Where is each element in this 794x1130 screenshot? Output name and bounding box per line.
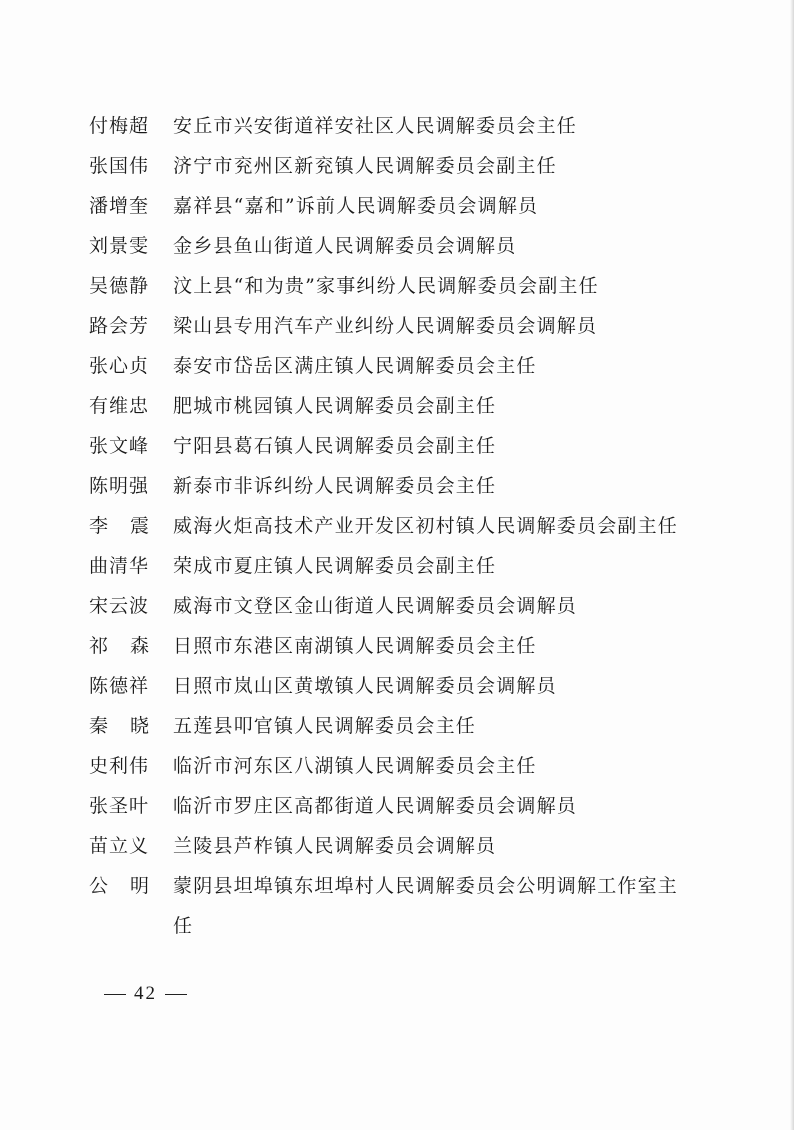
person-name: 公明 <box>89 875 172 897</box>
position-title: 金乡县鱼山街道人民调解委员会调解员 <box>173 235 517 257</box>
list-item <box>0 186 794 226</box>
position-title: 汶上县“和为贵”家事纠纷人民调解委员会副主任 <box>173 275 599 297</box>
person-name: 张心贞 <box>89 355 150 377</box>
person-name: 吴德静 <box>89 275 150 297</box>
list-item <box>0 586 794 626</box>
person-name: 祁森 <box>89 635 172 657</box>
list-item <box>0 546 794 586</box>
list-item <box>0 626 794 666</box>
list-item <box>0 706 794 746</box>
position-title: 嘉祥县“嘉和”诉前人民调解委员会调解员 <box>173 195 539 217</box>
position-title: 肥城市桃园镇人民调解委员会副主任 <box>173 395 497 417</box>
person-name: 史利伟 <box>89 755 150 777</box>
person-name: 陈明强 <box>89 475 150 497</box>
position-title: 宁阳县葛石镇人民调解委员会副主任 <box>173 435 497 457</box>
position-title: 威海市文登区金山街道人民调解委员会调解员 <box>173 595 578 617</box>
position-title: 新泰市非诉纠纷人民调解委员会主任 <box>173 475 497 497</box>
position-title: 五莲县叩官镇人民调解委员会主任 <box>173 715 477 737</box>
person-name: 张国伟 <box>89 155 150 177</box>
person-name: 张圣叶 <box>89 795 150 817</box>
list-item <box>0 786 794 826</box>
list-item <box>0 346 794 386</box>
list-item <box>0 746 794 786</box>
person-name: 曲清华 <box>89 555 150 577</box>
position-title: 梁山县专用汽车产业纠纷人民调解委员会调解员 <box>173 315 598 337</box>
person-name: 刘景雯 <box>89 235 150 257</box>
person-name: 宋云波 <box>89 595 150 617</box>
position-title: 兰陵县芦柞镇人民调解委员会调解员 <box>173 835 497 857</box>
person-name: 付梅超 <box>89 115 150 137</box>
person-name: 苗立义 <box>89 835 150 857</box>
list-item <box>0 826 794 866</box>
list-item <box>0 106 794 146</box>
position-title: 泰安市岱岳区满庄镇人民调解委员会主任 <box>173 355 537 377</box>
list-item <box>0 306 794 346</box>
person-name: 路会芳 <box>89 315 150 337</box>
person-name: 张文峰 <box>89 435 150 457</box>
position-title: 济宁市兖州区新兖镇人民调解委员会副主任 <box>173 155 557 177</box>
list-item <box>0 666 794 706</box>
position-title: 安丘市兴安街道祥安社区人民调解委员会主任 <box>173 115 578 137</box>
awardee-list <box>0 106 794 946</box>
position-title: 荣成市夏庄镇人民调解委员会副主任 <box>173 555 497 577</box>
position-title: 威海火炬高技术产业开发区初村镇人民调解委员会副主任 <box>173 515 679 537</box>
footer-dash-left <box>104 994 126 995</box>
person-name: 潘增奎 <box>89 195 150 217</box>
list-item <box>0 226 794 266</box>
list-item <box>0 866 794 946</box>
person-name: 秦晓 <box>89 715 172 737</box>
page-number: 42 <box>134 983 157 1004</box>
list-item <box>0 386 794 426</box>
list-item <box>0 466 794 506</box>
list-item <box>0 146 794 186</box>
position-title: 日照市东港区南湖镇人民调解委员会主任 <box>173 635 537 657</box>
position-title: 日照市岚山区黄墩镇人民调解委员会调解员 <box>173 675 557 697</box>
page-footer <box>96 983 195 1005</box>
footer-dash-right <box>165 994 187 995</box>
scan-edge-shadow <box>790 0 794 1130</box>
person-name: 有维忠 <box>89 395 150 417</box>
position-title: 临沂市罗庄区高都街道人民调解委员会调解员 <box>173 795 578 817</box>
list-item <box>0 506 794 546</box>
person-name: 陈德祥 <box>89 675 150 697</box>
list-item <box>0 266 794 306</box>
position-title: 蒙阴县坦埠镇东坦埠村人民调解委员会公明调解工作室主任 <box>173 875 679 937</box>
person-name: 李震 <box>89 515 172 537</box>
list-item <box>0 426 794 466</box>
position-title: 临沂市河东区八湖镇人民调解委员会主任 <box>173 755 537 777</box>
